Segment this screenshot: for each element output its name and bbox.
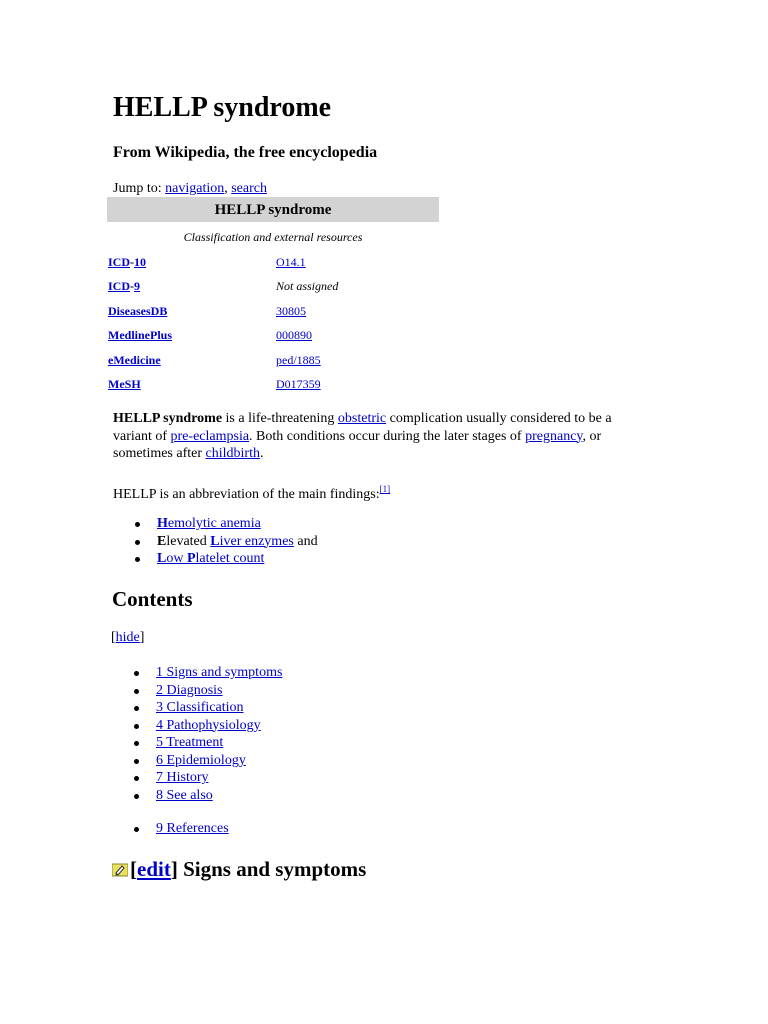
toc-item: [112, 699, 282, 717]
icd10-link[interactable]: 10: [134, 255, 147, 269]
abbreviation-paragraph: [113, 481, 653, 504]
infobox-row-icd9: [108, 276, 438, 296]
toc-link-history[interactable]: 7 History: [156, 770, 209, 785]
toc-item: [112, 769, 282, 787]
findings-list: [113, 515, 318, 568]
infobox-label-medlineplus[interactable]: MedlinePlus: [108, 328, 173, 342]
low-platelet-count-link[interactable]: [157, 551, 264, 566]
list-item: [113, 515, 318, 533]
abbreviation-text: HELLP is an abbreviation of the main findings:: [113, 487, 380, 502]
link-text: latelet count: [195, 551, 265, 566]
bracket: ]: [139, 630, 145, 645]
edit-pencil-icon[interactable]: [112, 857, 128, 871]
infobox-value-diseasesdb[interactable]: 30805: [276, 304, 306, 318]
link-text: ow: [166, 551, 187, 566]
jump-navigation-link[interactable]: navigation: [165, 181, 225, 196]
toc-link-references[interactable]: 9 References: [156, 821, 229, 836]
contents-hide-toggle: [111, 629, 144, 647]
list-item: [113, 533, 318, 551]
icd-link[interactable]: ICD: [108, 279, 131, 293]
reference-1-link[interactable]: [1]: [379, 484, 391, 494]
link-text: emolytic anemia: [167, 516, 261, 531]
infobox-row-emedicine: [108, 350, 438, 370]
label-separator: -: [130, 255, 135, 269]
hemolytic-anemia-link[interactable]: [157, 516, 261, 531]
icd-link[interactable]: ICD: [108, 255, 131, 269]
bold-letter: L: [157, 551, 167, 566]
jump-to-bar: [113, 180, 267, 198]
section-title: Signs and symptoms: [177, 857, 367, 881]
infobox-row-mesh: [108, 374, 438, 394]
infobox-value-medlineplus[interactable]: 000890: [276, 328, 312, 342]
infobox-label-icd9: [108, 276, 140, 296]
toc-item: [112, 787, 282, 805]
toc-item: [112, 664, 282, 682]
toc-item: [112, 734, 282, 752]
infobox-subtitle: Classification and external resources: [183, 230, 363, 244]
intro-text: complication usually considered to be a variant of: [113, 411, 612, 444]
hide-link[interactable]: hide: [115, 630, 140, 645]
toc-link-pathophysiology[interactable]: 4 Pathophysiology: [156, 717, 261, 733]
bold-letter: L: [210, 533, 220, 549]
item-text: and: [293, 533, 318, 549]
intro-text: .: [259, 446, 264, 461]
toc-link-treatment[interactable]: 5 Treatment: [156, 735, 224, 750]
intro-text: , or sometimes after: [113, 428, 602, 461]
contents-heading: Contents: [112, 587, 193, 611]
infobox-row-icd10: [108, 252, 438, 272]
toc-list: [112, 664, 282, 804]
infobox-label-diseasesdb[interactable]: DiseasesDB: [108, 304, 168, 318]
infobox-value-mesh[interactable]: D017359: [276, 377, 321, 391]
page-subtitle: From Wikipedia, the free encyclopedia: [113, 144, 378, 161]
intro-text: is a life-threatening: [222, 411, 338, 426]
icd9-link[interactable]: 9: [134, 279, 141, 293]
intro-text: . Both conditions occur during the later stages of: [249, 428, 526, 444]
toc-list-extra: [112, 820, 229, 838]
bold-letter: P: [186, 551, 196, 566]
infobox-row-medlineplus: [108, 325, 438, 345]
toc-item: [112, 717, 282, 735]
infobox: [107, 197, 439, 391]
intro-bold-term: HELLP syndrome: [113, 411, 223, 426]
jump-to-label: Jump to:: [113, 181, 166, 196]
item-text: levated: [166, 533, 211, 549]
edit-section-link[interactable]: edit: [137, 857, 171, 881]
infobox-label-icd10: [108, 252, 146, 272]
jump-separator: ,: [224, 181, 232, 196]
page-title: HELLP syndrome: [113, 92, 332, 123]
bold-letter: H: [157, 516, 168, 531]
section-heading-signs-and-symptoms: [112, 856, 366, 882]
infobox-title: HELLP syndrome: [107, 197, 439, 222]
infobox-value-emedicine[interactable]: ped/1885: [276, 353, 321, 367]
jump-search-link[interactable]: search: [231, 181, 267, 196]
toc-link-see-also[interactable]: 8 See also: [156, 787, 213, 803]
toc-link-classification[interactable]: 3 Classification: [156, 700, 244, 715]
list-item: [113, 550, 318, 568]
toc-item: [112, 752, 282, 770]
bold-letter: E: [157, 533, 167, 549]
infobox-label-emedicine[interactable]: eMedicine: [108, 353, 161, 367]
pre-eclampsia-link[interactable]: pre-eclampsia: [170, 428, 250, 444]
link-text: iver enzymes: [219, 533, 294, 549]
intro-paragraph: [113, 410, 653, 463]
toc-link-epidemiology[interactable]: 6 Epidemiology: [156, 752, 246, 768]
infobox-row-diseasesdb: [108, 301, 438, 321]
childbirth-link[interactable]: childbirth: [205, 446, 260, 461]
infobox-value-icd10[interactable]: O14.1: [276, 255, 306, 269]
toc-link-diagnosis[interactable]: 2 Diagnosis: [156, 682, 223, 698]
infobox-label-mesh[interactable]: MeSH: [108, 377, 141, 391]
label-separator: -: [130, 279, 135, 293]
toc-item: [112, 682, 282, 700]
liver-enzymes-link[interactable]: [210, 534, 294, 549]
infobox-value-icd9: Not assigned: [276, 279, 339, 293]
toc-item: [112, 820, 229, 838]
bracket: [: [111, 630, 116, 645]
obstetric-link[interactable]: obstetric: [337, 411, 387, 426]
bracket: [: [130, 857, 137, 881]
toc-link-signs-and-symptoms[interactable]: 1 Signs and symptoms: [156, 665, 283, 680]
bracket: ]: [170, 857, 178, 881]
pregnancy-link[interactable]: pregnancy: [525, 428, 583, 444]
